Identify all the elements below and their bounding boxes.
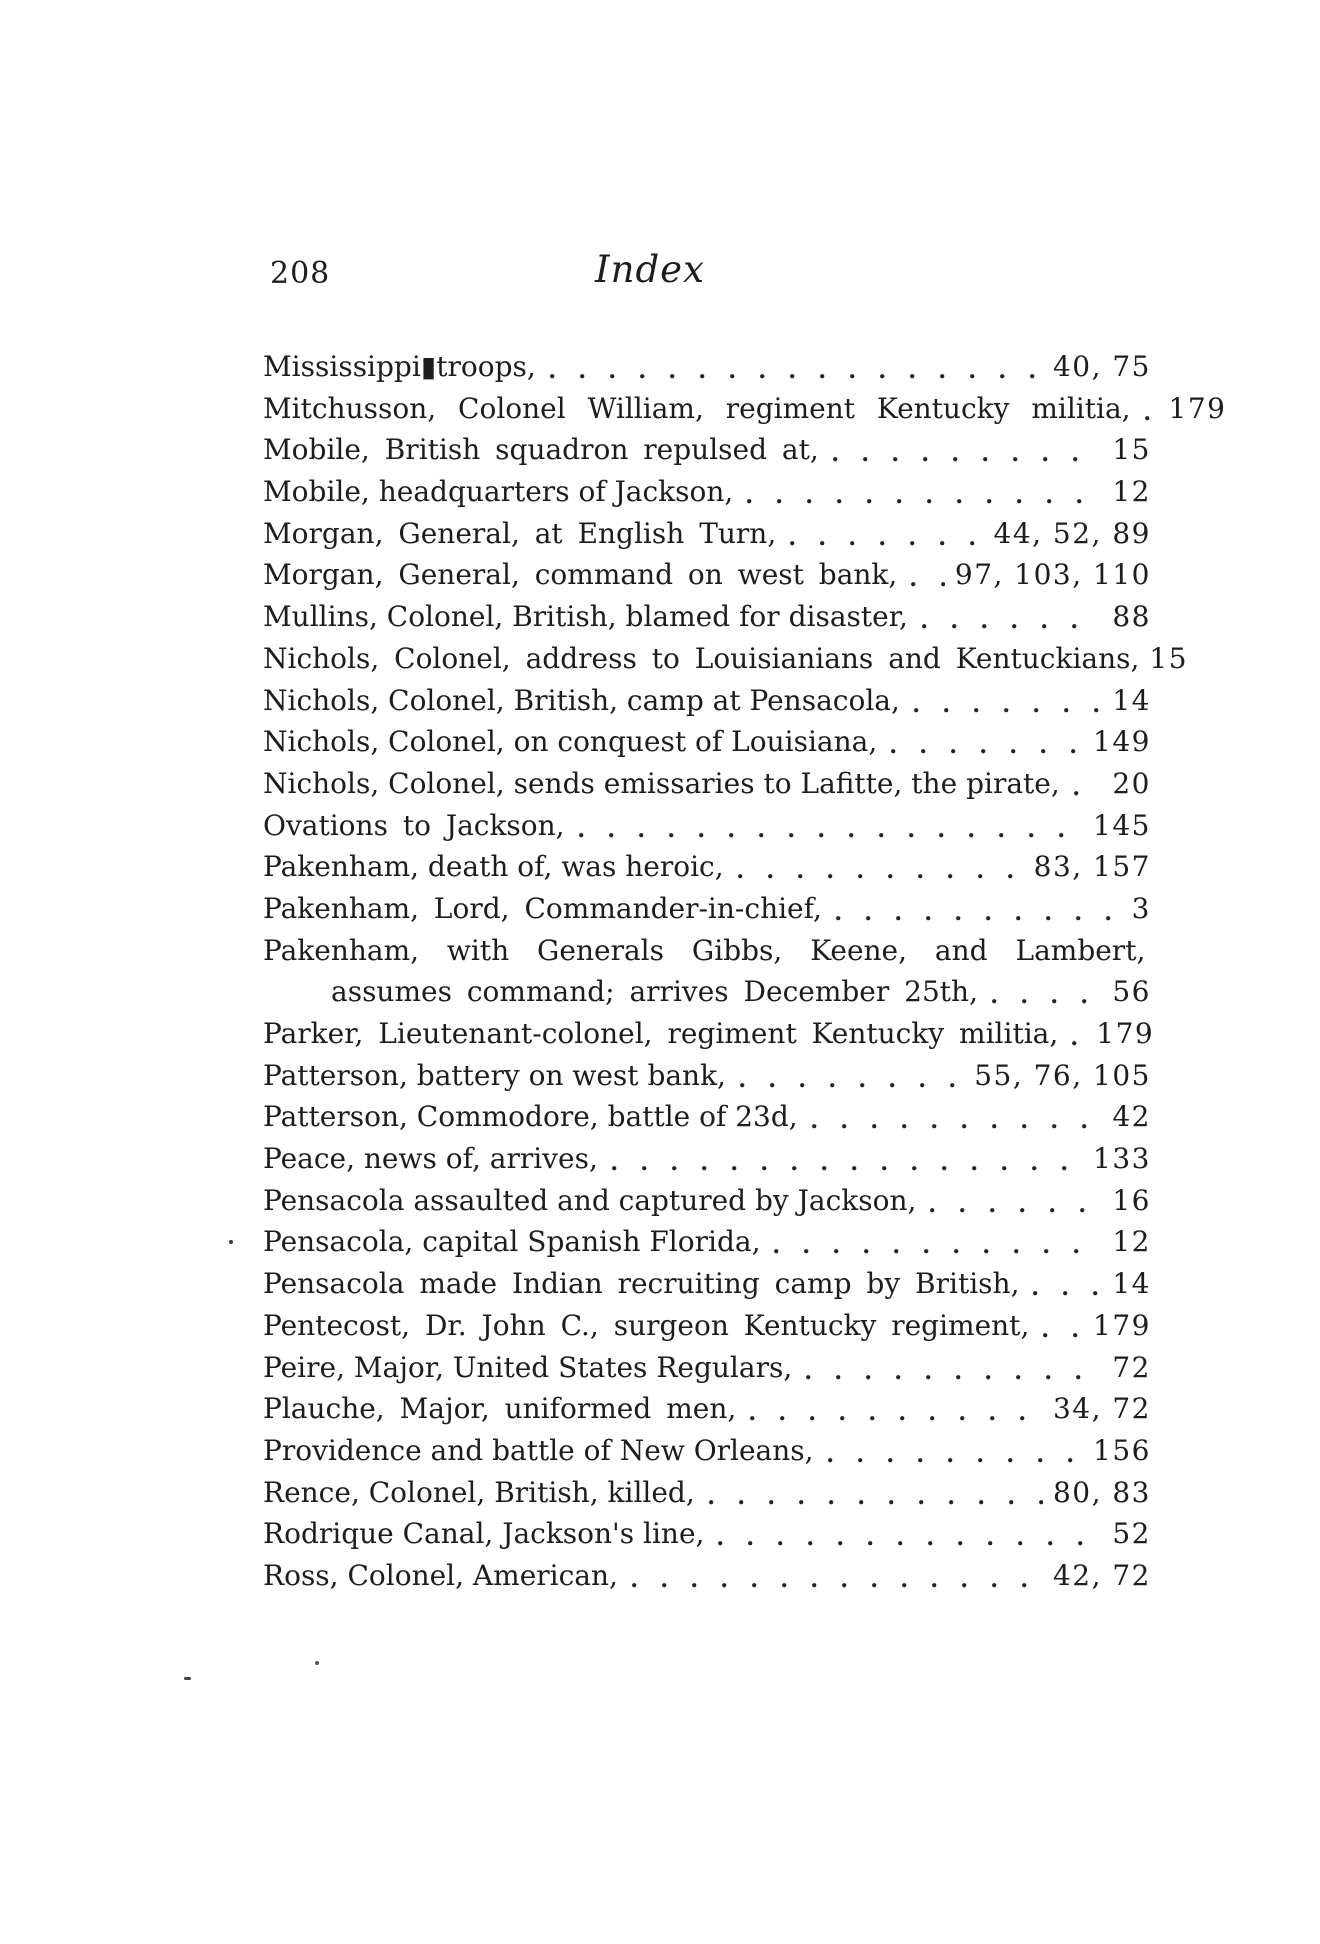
dot-leader	[774, 1221, 1102, 1263]
index-entry	[263, 763, 1151, 805]
entry-pages: 133	[1093, 1142, 1151, 1176]
entry-term: Morgan, General, command on west bank,	[263, 558, 898, 592]
dot-leader	[930, 1180, 1102, 1222]
index-entry	[263, 930, 1151, 972]
entry-term: Patterson, battery on west bank,	[263, 1058, 726, 1092]
entry-pages: 83, 157	[1033, 850, 1151, 884]
entry-pages: 88	[1112, 600, 1151, 634]
index-entry	[263, 1388, 1151, 1430]
dot-leader	[922, 596, 1102, 638]
index-entry	[263, 1055, 1151, 1097]
dot-leader	[790, 513, 983, 555]
index-entry	[263, 1472, 1151, 1514]
entry-pages: 145	[1093, 808, 1151, 842]
dot-leader	[612, 1138, 1083, 1180]
dot-leader	[709, 1472, 1043, 1514]
entry-term: Ovations to Jackson,	[263, 808, 565, 842]
index-entry	[263, 638, 1189, 680]
entry-pages: 12	[1112, 1225, 1151, 1259]
index-entry	[263, 1347, 1151, 1389]
entry-pages: 179	[1168, 391, 1227, 425]
entry-pages: 14	[1112, 683, 1151, 717]
index-entry	[263, 388, 1227, 430]
index-entry	[263, 805, 1151, 847]
index-entry	[263, 1138, 1151, 1180]
entry-term: Ross, Colonel, American,	[263, 1558, 618, 1592]
entry-term: Mitchusson, Colonel William, regiment Kentucky militia,	[263, 391, 1131, 425]
entry-term: Morgan, General, at English Turn,	[263, 516, 777, 550]
entry-pages: 15	[1149, 641, 1189, 675]
dot-leader	[812, 1096, 1103, 1138]
entry-term: Pakenham, death of, was heroic,	[263, 850, 724, 884]
entry-term: Mobile, headquarters of Jackson,	[263, 475, 734, 509]
index-list	[263, 346, 1227, 1597]
entry-pages: 56	[1112, 975, 1151, 1009]
entry-pages: 179	[1096, 1017, 1155, 1050]
index-entry	[263, 429, 1151, 471]
entry-pages: 52	[1112, 1517, 1151, 1551]
entry-pages: 12	[1112, 475, 1151, 509]
index-entry	[263, 680, 1151, 722]
leader-gap	[1139, 638, 1149, 680]
entry-term: assumes command; arrives December 25th,	[331, 975, 978, 1009]
entry-term: Nichols, Colonel, sends emissaries to Lafitte, the pirate,	[263, 766, 1060, 800]
entry-pages: 40, 75	[1052, 350, 1151, 383]
entry-pages: 179	[1093, 1308, 1151, 1342]
index-entry	[263, 1013, 1155, 1055]
entry-term: Plauche, Major, uniformed men,	[263, 1392, 737, 1426]
index-entry	[263, 1180, 1151, 1222]
entry-term: Peace, news of, arrives,	[263, 1142, 598, 1176]
entry-term: Pensacola assaulted and captured by Jackson,	[263, 1183, 917, 1217]
dot-leader	[833, 429, 1103, 471]
entry-term: Parker, Lieutenant-colonel, regiment Kentucky militia,	[263, 1017, 1059, 1050]
dot-leader	[718, 1513, 1102, 1555]
entry-term: Mobile, British squadron repulsed at,	[263, 433, 819, 467]
dot-leader	[738, 846, 1024, 888]
dot-leader	[1033, 1263, 1102, 1305]
dot-leader	[1145, 388, 1159, 430]
scan-speck	[184, 1677, 191, 1680]
entry-pages: 72	[1112, 1350, 1151, 1384]
index-entry	[263, 846, 1151, 888]
entry-pages: 42	[1112, 1100, 1151, 1134]
dot-leader	[836, 888, 1122, 930]
dot-leader	[992, 971, 1102, 1013]
entry-pages: 34, 72	[1052, 1392, 1151, 1426]
entry-term: Providence and battle of New Orleans,	[263, 1433, 814, 1467]
index-entry	[263, 1263, 1151, 1305]
entry-term: Nichols, Colonel, on conquest of Louisiana,	[263, 725, 878, 759]
dot-leader	[740, 1055, 964, 1097]
dot-leader	[750, 1388, 1043, 1430]
dot-leader	[1072, 1013, 1086, 1055]
entry-pages: 149	[1093, 725, 1151, 759]
index-entry	[263, 1430, 1151, 1472]
dot-leader	[1043, 1305, 1083, 1347]
index-entry	[263, 596, 1151, 638]
entry-pages: 97, 103, 110	[954, 558, 1151, 592]
dot-leader	[891, 721, 1083, 763]
entry-term: Pakenham, Lord, Commander-in-chief,	[263, 891, 822, 925]
dot-leader	[579, 805, 1083, 847]
entry-pages: 20	[1112, 766, 1151, 800]
entry-term: Pensacola made Indian recruiting camp by British,	[263, 1267, 1020, 1301]
dot-leader	[911, 554, 945, 596]
index-entry	[263, 1513, 1151, 1555]
entry-pages: 55, 76, 105	[974, 1058, 1151, 1092]
scan-speck	[315, 1661, 319, 1665]
index-entry	[263, 1221, 1151, 1263]
entry-pages: 156	[1093, 1433, 1151, 1467]
entry-pages: 14	[1112, 1267, 1151, 1301]
entry-term: Nichols, Colonel, British, camp at Pensacola,	[263, 683, 900, 717]
index-entry	[263, 471, 1151, 513]
entry-term: Mullins, Colonel, British, blamed for disaster,	[263, 600, 908, 634]
scan-speck	[229, 1240, 233, 1244]
index-entry	[263, 888, 1151, 930]
entry-pages: 16	[1112, 1183, 1151, 1217]
dot-leader	[914, 680, 1102, 722]
index-entry	[263, 1096, 1151, 1138]
entry-term: Mississippi▮troops,	[263, 350, 536, 383]
index-entry	[263, 554, 1151, 596]
entry-pages: 3	[1131, 891, 1151, 925]
entry-term: Nichols, Colonel, address to Louisianians and Kentuckians,	[263, 641, 1140, 675]
page-number: 208	[270, 256, 331, 291]
dot-leader	[747, 471, 1102, 513]
entry-pages: 15	[1112, 433, 1151, 467]
entry-term: Peire, Major, United States Regulars,	[263, 1350, 793, 1384]
entry-term: Pensacola, capital Spanish Florida,	[263, 1225, 761, 1259]
entry-term: Patterson, Commodore, battle of 23d,	[263, 1100, 798, 1134]
entry-term: Rodrique Canal, Jackson's line,	[263, 1517, 705, 1551]
dot-leader	[632, 1555, 1043, 1597]
entry-pages: 80, 83	[1052, 1475, 1151, 1509]
index-entry	[263, 721, 1151, 763]
dot-leader	[828, 1430, 1083, 1472]
entry-pages: 42, 72	[1052, 1558, 1151, 1592]
index-entry	[263, 346, 1151, 388]
dot-leader	[806, 1347, 1102, 1389]
index-entry	[263, 1305, 1151, 1347]
entry-term: Pentecost, Dr. John C., surgeon Kentucky regiment,	[263, 1308, 1030, 1342]
page-title: Index	[595, 248, 705, 291]
entry-pages: 44, 52, 89	[993, 516, 1151, 550]
entry-term: Pakenham, with Generals Gibbs, Keene, and Lambert,	[263, 933, 1146, 967]
dot-leader	[550, 346, 1043, 388]
dot-leader	[1074, 763, 1103, 805]
index-entry	[263, 1555, 1151, 1597]
index-entry	[263, 971, 1151, 1013]
index-entry	[263, 513, 1151, 555]
entry-term: Rence, Colonel, British, killed,	[263, 1475, 695, 1509]
